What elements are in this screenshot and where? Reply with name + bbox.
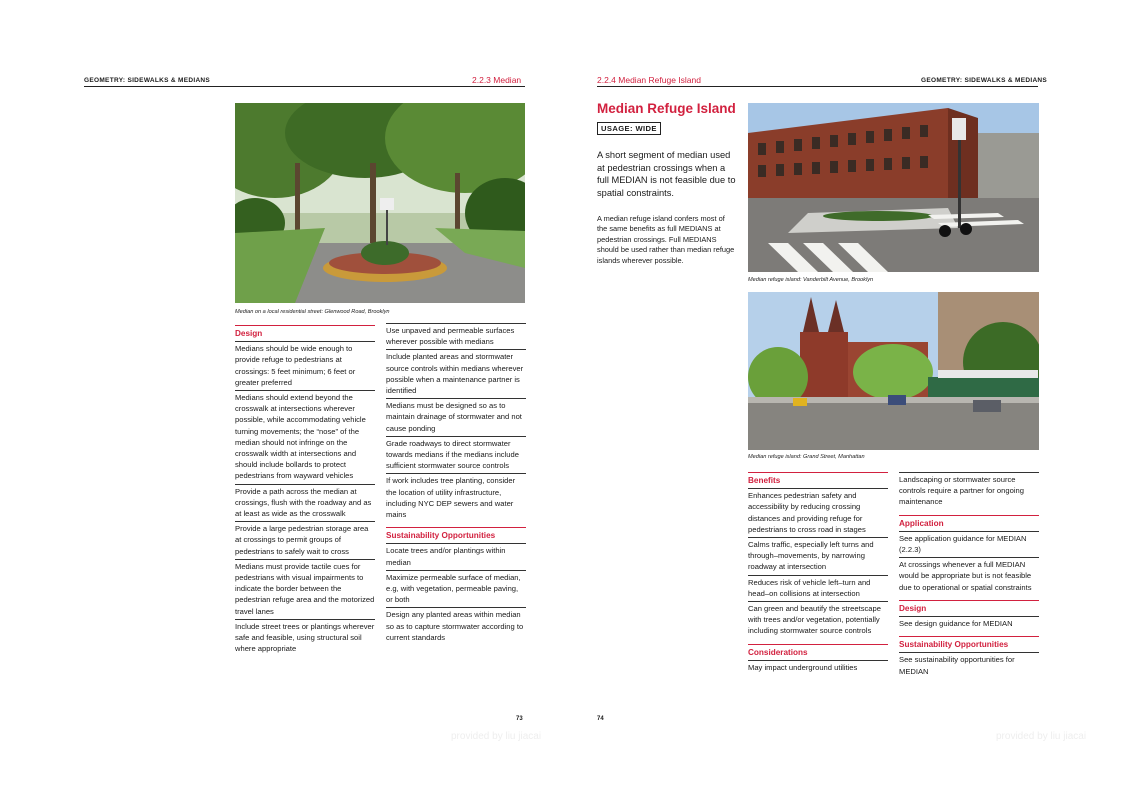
- right-running-head: GEOMETRY: SIDEWALKS & MEDIANS: [921, 77, 1048, 84]
- list-item: Can green and beautify the streetscape with trees and/or vegetation, potentially including stormwater source controls: [748, 601, 888, 639]
- list-item: Calms traffic, especially left turns and through–movements, by narrowing roadway at intersection: [748, 537, 888, 575]
- list-item: Provide a large pedestrian storage area at crossings to permit groups of pedestrians to safely wait to cross: [235, 521, 375, 559]
- list-item: Reduces risk of vehicle left–turn and head–on collisions at intersection: [748, 575, 888, 601]
- list-item: See application guidance for MEDIAN (2.2.3): [899, 531, 1039, 557]
- list-item: Landscaping or stormwater source controls require a partner for ongoing maintenance: [899, 472, 1039, 510]
- photo-vanderbilt-avenue: [748, 103, 1039, 272]
- list-item: Medians must be designed so as to maintain drainage of stormwater and not cause ponding: [386, 398, 526, 436]
- left-photo-caption: Median on a local residential street: Glenwood Road, Brooklyn: [235, 309, 390, 315]
- left-column-design: [235, 325, 375, 656]
- usage-badge: USAGE: WIDE: [597, 122, 661, 135]
- right-column-application: [899, 472, 1039, 679]
- considerations-heading: Considerations: [748, 644, 888, 658]
- right-section-ref: 2.2.4 Median Refuge Island: [597, 75, 701, 85]
- left-header-rule: [84, 86, 525, 87]
- list-item: Include planted areas and stormwater source controls within medians wherever possible when a maintenance partner is identified: [386, 349, 526, 398]
- right-header-rule: [597, 86, 1038, 87]
- list-item: Medians should be wide enough to provide refuge to pedestrians at crossings: 5 feet minimum; 6 feet or greater preferred: [235, 341, 375, 390]
- left-column-design-continued: [386, 323, 526, 645]
- photo-grand-street: [748, 292, 1039, 450]
- list-item: Maximize permeable surface of median, e.g, with vegetation, permeable paving, or both: [386, 570, 526, 608]
- right-watermark: provided by liu jiacai: [996, 731, 1087, 742]
- right-column-benefits: [748, 472, 888, 675]
- list-item: Medians should extend beyond the crosswalk at intersections wherever possible, while accommodating vehicle turning movements; the “nose” of the median should not infringe on the crosswalk width at intersections and should include bollards to protect pedestrians from wayward vehicles: [235, 390, 375, 484]
- design-heading: Design: [235, 325, 375, 339]
- list-item: Include street trees or plantings wherever safe and feasible, using structural soil where appropriate: [235, 619, 375, 657]
- application-heading: Application: [899, 515, 1039, 529]
- left-section-ref: 2.2.3 Median: [472, 75, 522, 85]
- left-running-head: GEOMETRY: SIDEWALKS & MEDIANS: [84, 77, 211, 84]
- right-photo1-caption: Median refuge island: Vanderbilt Avenue, Brooklyn: [748, 277, 874, 283]
- list-item: If work includes tree planting, consider the location of utility infrastructure, including NYC DEP sewers and water mains: [386, 473, 526, 522]
- list-item: Medians must provide tactile cues for pedestrians with visual impairments to indicate the border between the pedestrian refuge area and the motorized travel lanes: [235, 559, 375, 619]
- design-heading: Design: [899, 600, 1039, 614]
- left-page-number: 73: [516, 716, 523, 722]
- left-watermark: provided by liu jiacai: [451, 731, 542, 742]
- list-item: Use unpaved and permeable surfaces wherever possible with medians: [386, 323, 526, 349]
- list-item: See design guidance for MEDIAN: [899, 616, 1039, 631]
- right-photo2-caption: Median refuge island: Grand Street, Manhattan: [748, 454, 865, 460]
- list-item: Enhances pedestrian safety and accessibility by reducing crossing distances and providing refuge for pedestrians to cross road in stages: [748, 488, 888, 537]
- sustainability-heading: Sustainability Opportunities: [386, 527, 526, 541]
- right-page-number: 74: [597, 716, 604, 722]
- sustainability-heading: Sustainability Opportunities: [899, 636, 1039, 650]
- body-paragraph: A median refuge island confers most of the same benefits as full MEDIANS at pedestrian crossings. Full MEDIANS should be used rather than median refuge islands wherever possible.: [597, 214, 735, 265]
- list-item: See sustainability opportunities for MEDIAN: [899, 652, 1039, 678]
- photo-glenwood-road-median: [235, 103, 525, 303]
- benefits-heading: Benefits: [748, 472, 888, 486]
- list-item: Locate trees and/or plantings within median: [386, 543, 526, 569]
- list-item: Design any planted areas within median so as to capture stormwater according to current standards: [386, 607, 526, 645]
- list-item: May impact underground utilities: [748, 660, 888, 675]
- list-item: At crossings whenever a full MEDIAN would be appropriate but is not feasible due to operational or spatial constraints: [899, 557, 1039, 595]
- page-title: Median Refuge Island: [597, 101, 736, 116]
- list-item: Grade roadways to direct stormwater towards medians if the medians include sufficient stormwater source controls: [386, 436, 526, 474]
- lead-paragraph: A short segment of median used at pedestrian crossings when a full MEDIAN is not feasible due to spatial constraints.: [597, 150, 736, 198]
- list-item: Provide a path across the median at crossings, flush with the roadway and as at least as wide as the crosswalk: [235, 484, 375, 522]
